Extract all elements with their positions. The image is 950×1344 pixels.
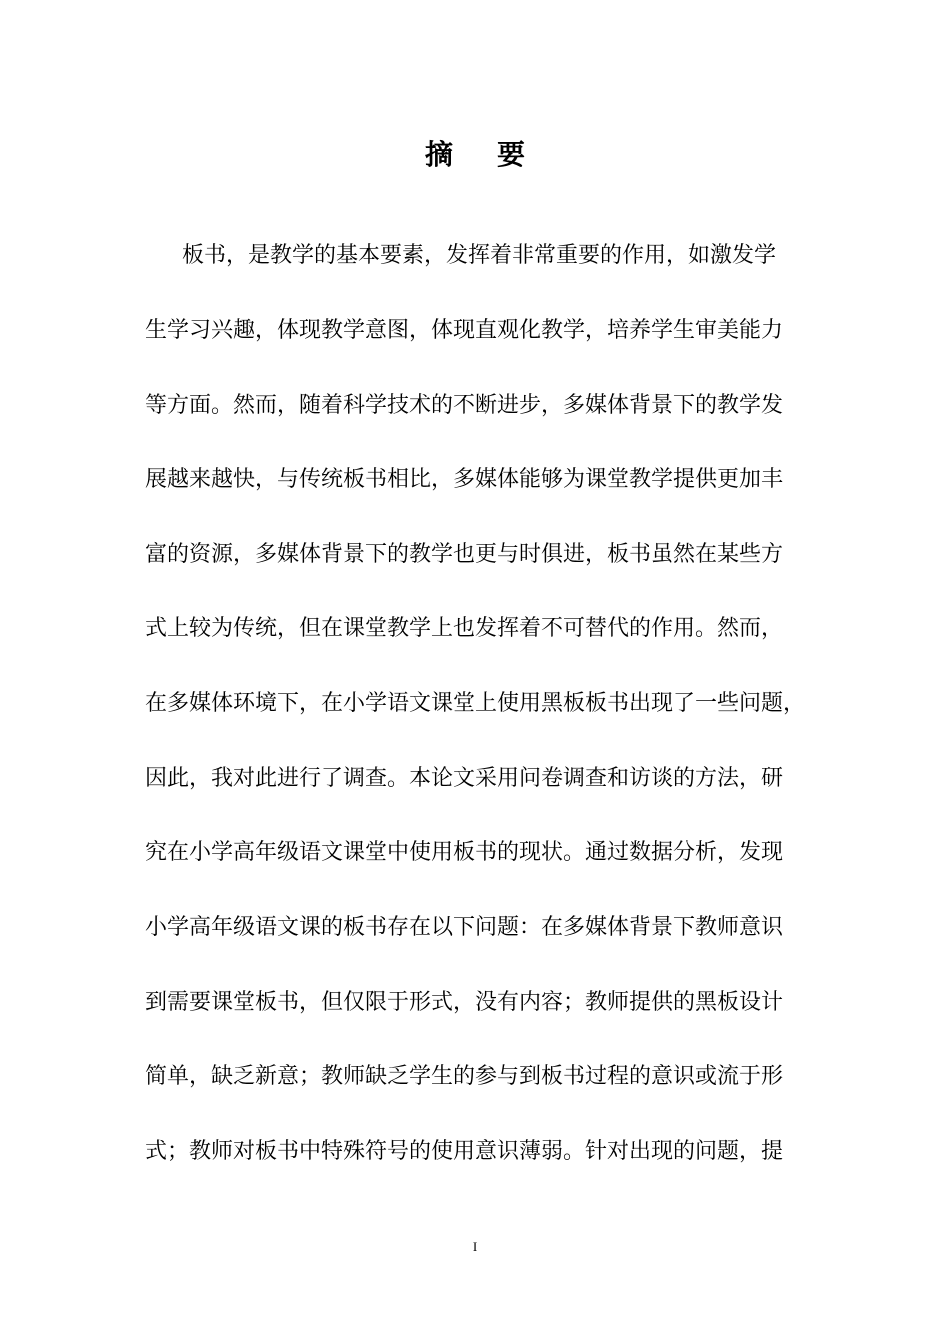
- page-number: I: [472, 1239, 478, 1254]
- abstract-line: 在多媒体环境下，在小学语文课堂上使用黑板板书出现了一些问题，: [145, 691, 806, 716]
- abstract-line: 生学习兴趣，体现教学意图，体现直观化教学，培养学生审美能力: [145, 318, 784, 343]
- abstract-line: 富的资源，多媒体背景下的教学也更与时俱进，板书虽然在某些方: [145, 542, 784, 567]
- abstract-line: 小学高年级语文课的板书存在以下问题：在多媒体背景下教师意识: [145, 915, 784, 940]
- abstract-line: 简单，缺乏新意；教师缺乏学生的参与到板书过程的意识或流于形: [145, 1064, 784, 1089]
- abstract-line: 等方面。然而，随着科学技术的不断进步，多媒体背景下的教学发: [145, 393, 784, 418]
- abstract-line: 究在小学高年级语文课堂中使用板书的现状。通过数据分析，发现: [145, 840, 784, 865]
- abstract-line: 展越来越快，与传统板书相比，多媒体能够为课堂教学提供更加丰: [145, 467, 784, 492]
- abstract-line: 因此，我对此进行了调查。本论文采用问卷调查和访谈的方法，研: [145, 766, 784, 791]
- title-char-2: 要: [497, 138, 526, 171]
- abstract-line: 式；教师对板书中特殊符号的使用意识薄弱。针对出现的问题，提: [145, 1139, 784, 1164]
- abstract-line: 板书，是教学的基本要素，发挥着非常重要的作用，如激发学: [182, 243, 777, 268]
- abstract-line: 式上较为传统，但在课堂教学上也发挥着不可替代的作用。然而，: [145, 616, 784, 641]
- abstract-line: 到需要课堂板书，但仅限于形式，没有内容；教师提供的黑板设计: [145, 990, 784, 1015]
- title-char-1: 摘: [424, 138, 453, 171]
